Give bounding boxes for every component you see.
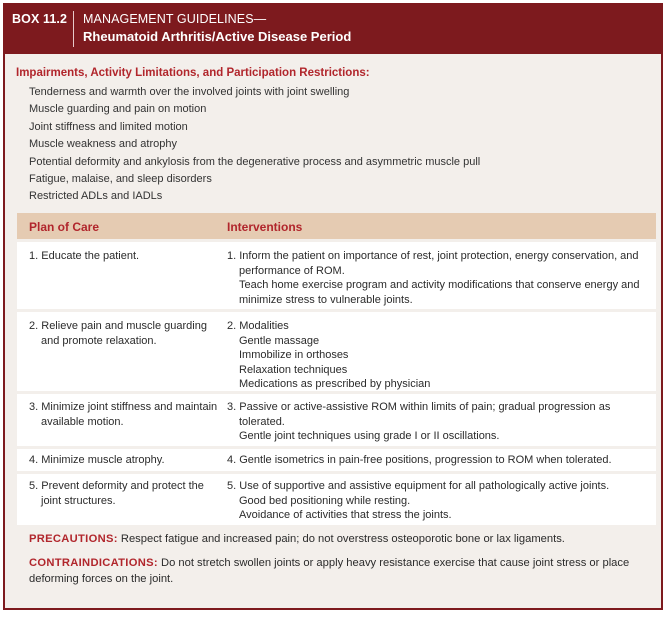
table-row: [17, 474, 656, 525]
table-header: [17, 213, 656, 239]
list-item: Tenderness and warmth over the involved joints with joint swelling: [29, 86, 350, 98]
table-row: [17, 312, 656, 391]
interventions-cell: 1. Inform the patient on importance of rest, joint protection, energy conservation, and performance of ROM. Teach home exercise program and activity modifications that conserve energy and minimize stress to vulnerable joints.: [227, 250, 640, 306]
list-item: Muscle guarding and pain on motion: [29, 103, 207, 116]
plan-cell: 4. Minimize muscle atrophy.: [29, 454, 165, 466]
list-item: Muscle weakness and atrophy: [29, 138, 177, 151]
interventions-cell: 4. Gentle isometrics in pain-free positions, progression to ROM when tolerated.: [227, 454, 612, 466]
plan-cell: 3. Minimize joint stiffness and maintain available motion.: [29, 401, 218, 428]
list-item: Potential deformity and ankylosis from the degenerative process and asymmetric muscle pull: [29, 155, 481, 168]
interventions-cell: 3. Passive or active-assistive ROM within limits of pain; gradual progression as tolerated. Gentle joint techniques using grade I or II oscillations.: [227, 401, 611, 442]
precautions-note: PRECAUTIONS: Respect fatigue and increased pain; do not overstress osteoporotic bone or lax ligaments.: [29, 533, 565, 545]
column-header-plan: Plan of Care: [29, 220, 100, 234]
box-number-label: BOX 11.2: [12, 12, 67, 26]
impairments-heading: Impairments, Activity Limitations, and Participation Restrictions:: [16, 67, 370, 79]
box-header: [5, 5, 661, 54]
interventions-cell: 5. Use of supportive and assistive equipment for all pathologically active joints. Good bed positioning while resting. Avoidance of activities that stress the joints.: [227, 480, 610, 521]
header-divider: [73, 11, 74, 47]
impairments-list: [29, 85, 480, 207]
column-header-interventions: Interventions: [227, 220, 303, 234]
header-kicker: MANAGEMENT GUIDELINES—: [83, 12, 267, 26]
box-title: Rheumatoid Arthritis/Active Disease Period: [83, 29, 352, 44]
interventions-cell: 2. Modalities Gentle massage Immobilize in orthoses Relaxation techniques Medications as prescribed by physician: [227, 320, 431, 390]
list-item: Restricted ADLs and IADLs: [29, 190, 163, 203]
plan-cell: 2. Relieve pain and muscle guarding and promote relaxation.: [29, 320, 207, 347]
list-item: Joint stiffness and limited motion: [29, 120, 188, 133]
plan-cell: 1. Educate the patient.: [29, 250, 140, 262]
table-row: [17, 394, 656, 446]
management-guidelines-box: [3, 3, 663, 610]
list-item: Fatigue, malaise, and sleep disorders: [29, 172, 212, 185]
table-row: [17, 449, 656, 471]
table-row: [17, 242, 656, 309]
contraindications-note: CONTRAINDICATIONS: Do not stretch swollen joints or apply heavy resistance exercise that cause joint stress or place deforming forces on the joint.: [29, 557, 630, 585]
plan-cell: 5. Prevent deformity and protect the joint structures.: [29, 480, 204, 507]
